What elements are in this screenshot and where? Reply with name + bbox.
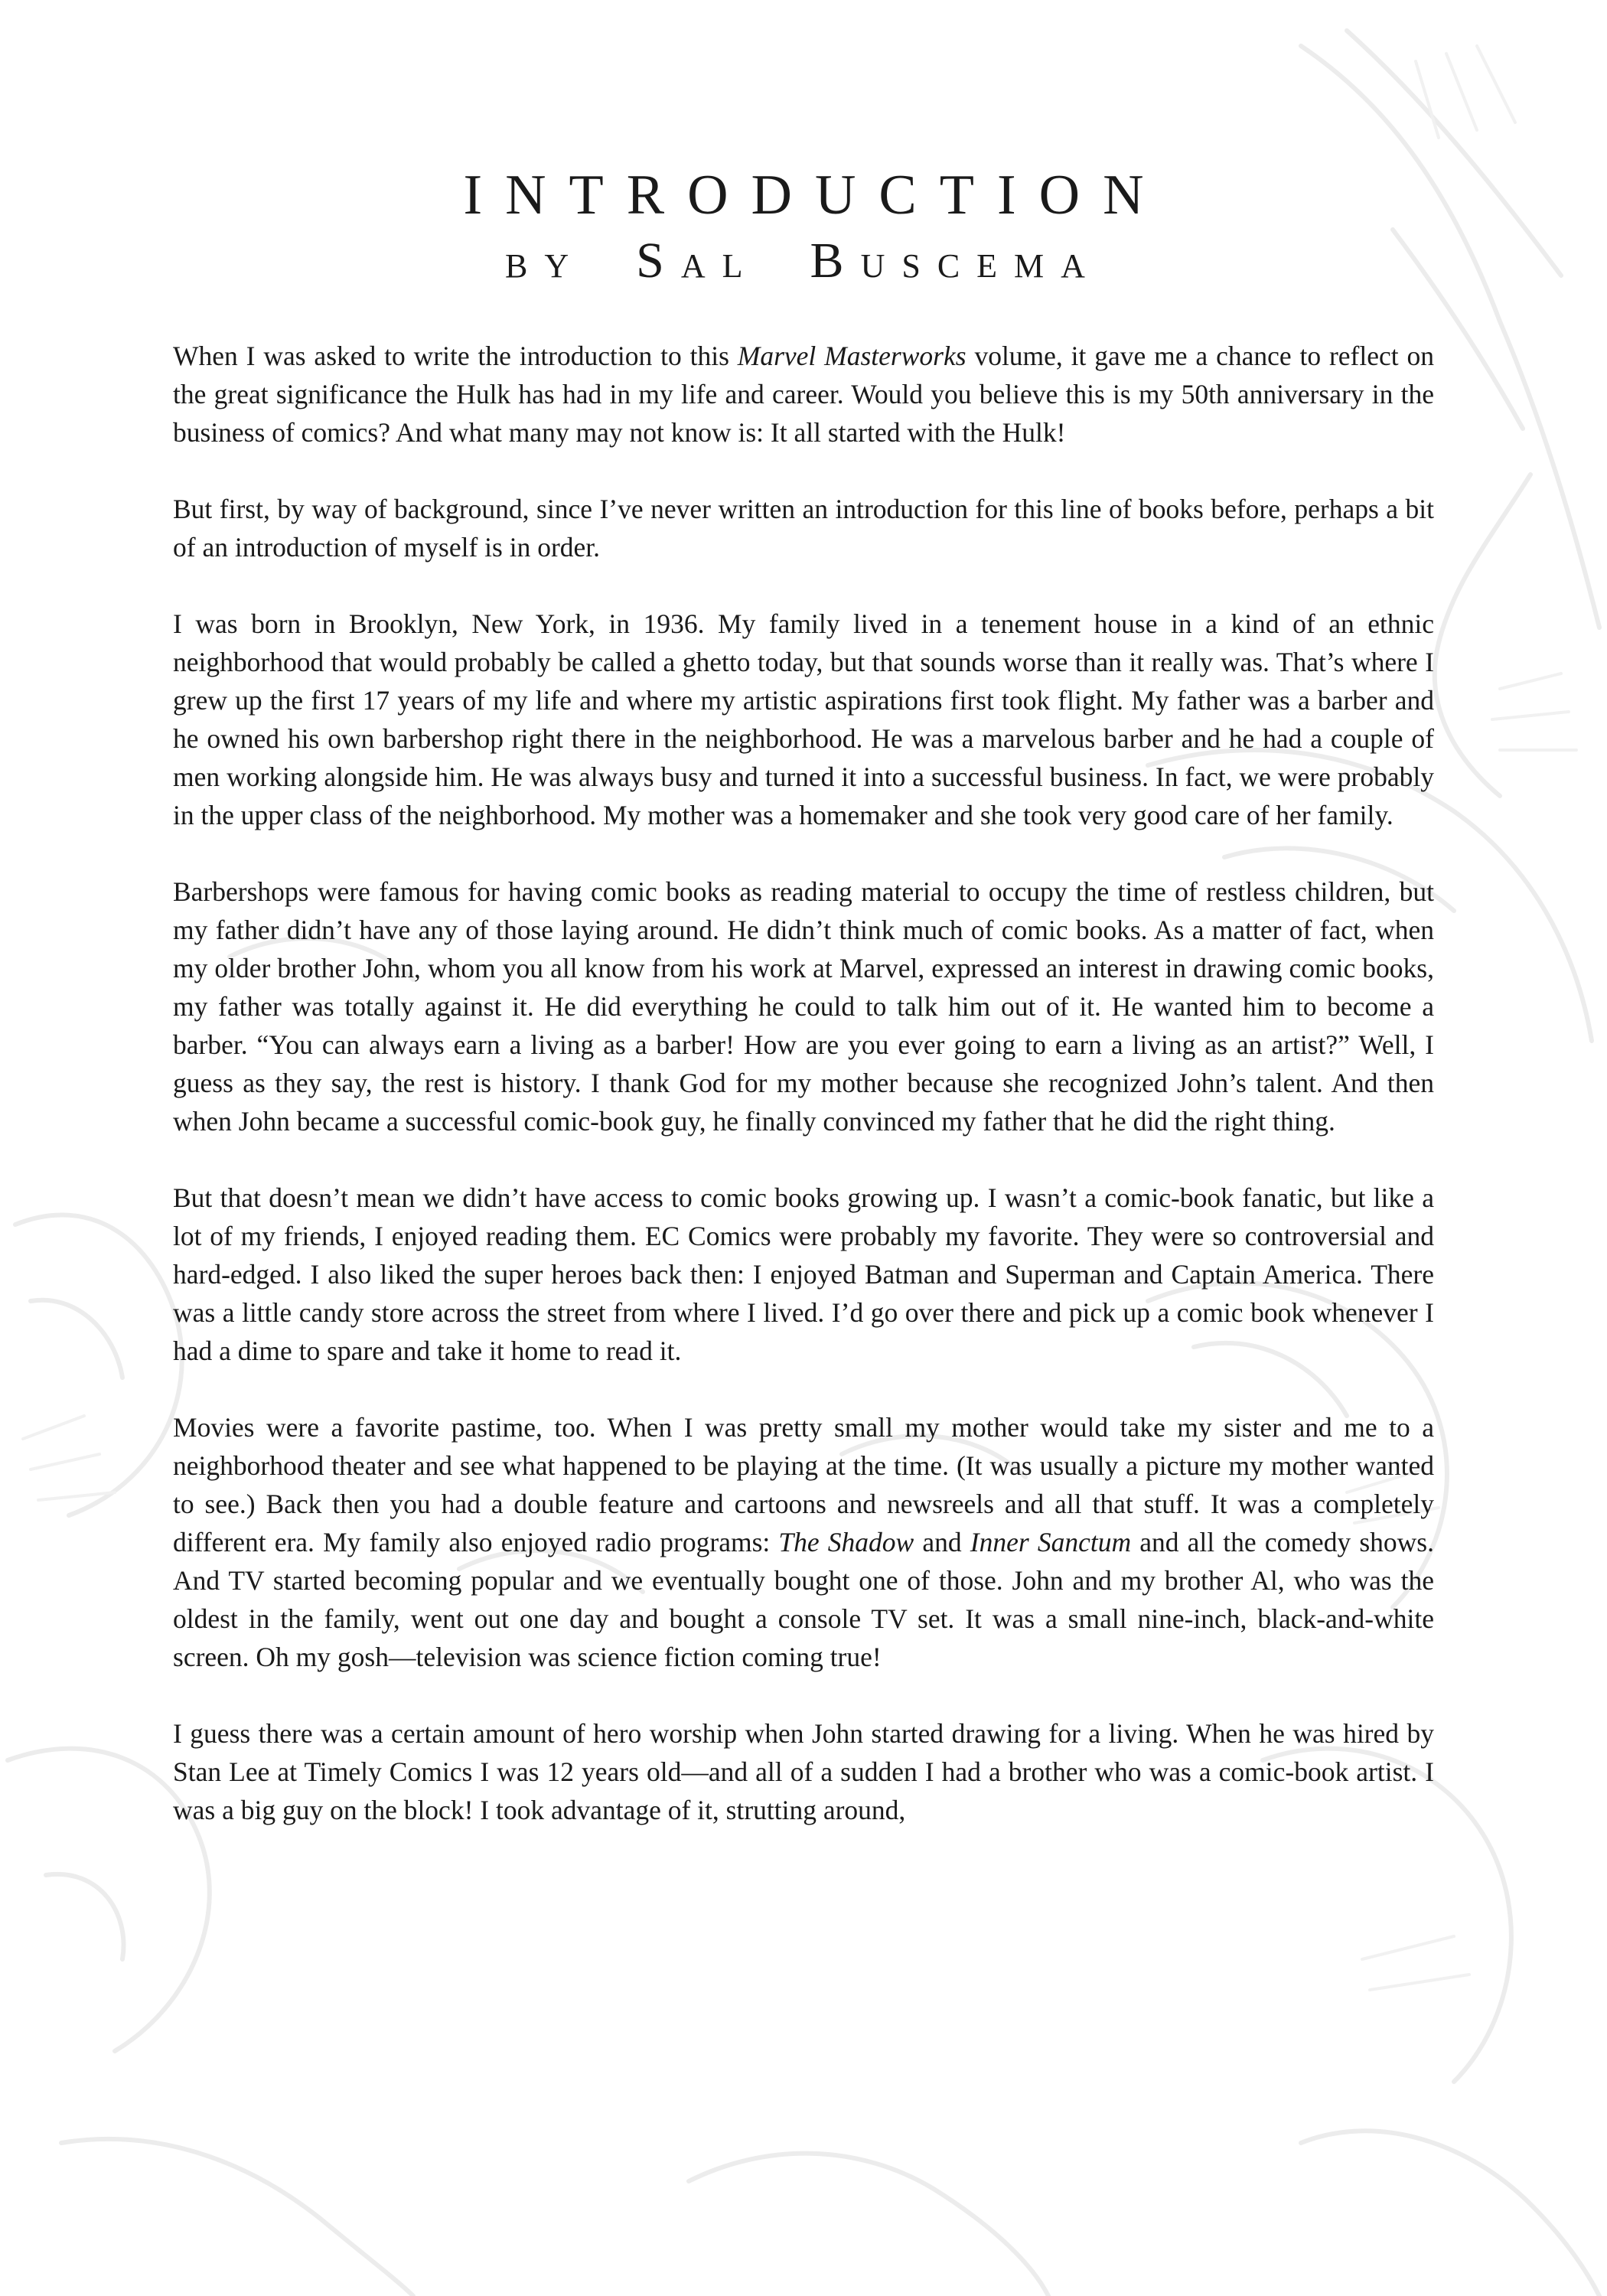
paragraph: Barbershops were famous for having comic books as reading material to occupy the time of restless children, but my father didn’t have any of those laying around. He didn’t think much of comic books. As a matter of fact, when my older brother John, whom you all know from his work at Marvel, expressed an interest in drawing comic books, my father was totally against it. He did everything he could to talk him out of it. He wanted him to become a barber. “You can always earn a living as a barber! How are you ever going to earn a living as an artist?” Well, I guess as they say, the rest is history. I thank God for my mother because she recognized John’s talent. And then when John became a successful comic-book guy, he finally convinced my father that he did the right thing. xyxy=(173,876,1434,1137)
book-title: Marvel Masterworks xyxy=(737,341,966,371)
author-last-initial: B xyxy=(810,233,861,289)
paragraph-text: volume, it gave me a chance to reflect on the great significance the Hulk has had in my life and career. Would you believe this is my 50th anniversary in the business of comics? And what many may not know is: It all started with the Hulk! xyxy=(173,341,1434,448)
paragraph xyxy=(173,337,1434,452)
paragraph: I guess there was a certain amount of hero worship when John started drawing for a living. When he was hired by Stan Lee at Timely Comics I was 12 years old—and all of a sudden I had a brother who was a comic-book artist. I was a big guy on the block! I took advantage of it, strutting around, xyxy=(173,1718,1434,1825)
paragraph xyxy=(173,1408,1434,1676)
paragraph: But first, by way of background, since I’ve never written an introduction for this line of books before, perhaps a bit of an introduction of myself is in order. xyxy=(173,494,1434,563)
author-last-rest: USCEMA xyxy=(860,247,1102,285)
paragraph-text: and xyxy=(914,1527,970,1557)
radio-show-title: Inner Sanctum xyxy=(970,1527,1132,1557)
author-first-initial: S xyxy=(636,233,681,289)
title-block xyxy=(0,161,1607,293)
paragraph-text: When I was asked to write the introduction to this xyxy=(173,341,738,371)
paragraph: But that doesn’t mean we didn’t have access to comic books growing up. I wasn’t a comic-book fanatic, but like a lot of my friends, I enjoyed reading them. EC Comics were probably my favorite. They were so controversial and hard-edged. I also liked the super heroes back then: I enjoyed Batman and Superman and Captain America. There was a little candy store across the street from where I lived. I’d go over there and pick up a comic book whenever I had a dime to spare and take it home to read it. xyxy=(173,1182,1434,1366)
byline-prefix: BY xyxy=(505,247,586,285)
author-first-rest: AL xyxy=(680,247,760,285)
paragraph-text: and all the comedy shows. And TV started becoming popular and we eventually bought one of those. John and my brother Al, who was the oldest in the family, went out one day and bought a console TV set. It was a small nine-inch, black-and-white screen. Oh my gosh—television was science fiction coming true! xyxy=(173,1527,1434,1672)
paragraph-text: Movies were a favorite pastime, too. When I was pretty small my mother would take my sister and me to a neighborhood theater and see what happened to be playing at the time. (It was usually a picture my mother wanted to see.) Back then you had a double feature and cartoons and newsreels and all that stuff. It was a completely different era. My family also enjoyed radio programs: xyxy=(173,1412,1434,1557)
page-title: INTRODUCTION xyxy=(463,164,1167,227)
author-byline xyxy=(0,234,1607,293)
article-body xyxy=(173,337,1434,1829)
radio-show-title: The Shadow xyxy=(778,1527,914,1557)
paragraph: I was born in Brooklyn, New York, in 1936. My family lived in a tenement house in a kind of an ethnic neighborhood that would probably be called a ghetto today, but that sounds worse than it really was. That’s where I grew up the first 17 years of my life and where my artistic aspirations first took flight. My father was a barber and he owned his own barbershop right there in the neighborhood. He was a marvelous barber and he had a couple of men working alongside him. He was always busy and turned it into a successful business. In fact, we were probably in the upper class of the neighborhood. My mother was a homemaker and she took very good care of her family. xyxy=(173,608,1434,830)
